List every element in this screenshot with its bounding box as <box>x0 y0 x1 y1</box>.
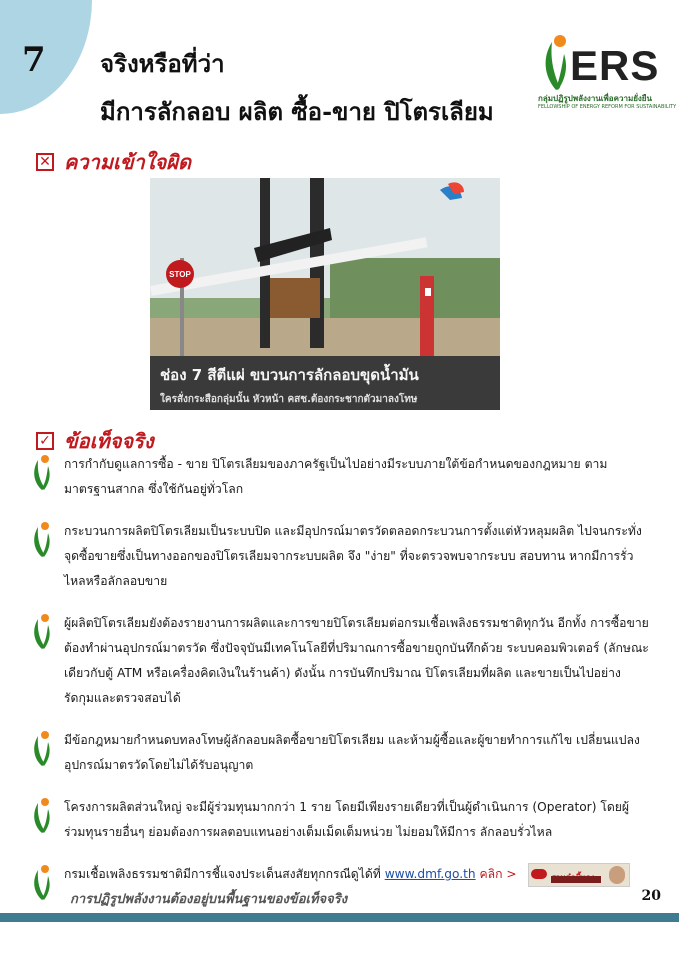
myth-heading-text: ความเข้าใจผิด <box>64 150 191 174</box>
list-item <box>30 728 650 778</box>
stop-sign-label: STOP <box>169 270 191 279</box>
leaf-bullet-icon <box>30 611 54 651</box>
logo-subtitle-eng: FELLOWSHIP OF ENERGY REFORM FOR SUSTAINABILITY <box>538 104 677 110</box>
list-item <box>30 795 650 845</box>
thumbnail-banner <box>551 876 601 883</box>
statement-thumbnail[interactable] <box>528 863 630 887</box>
dmf-link[interactable]: www.dmf.go.th <box>384 867 476 881</box>
page-title-line2: มีการลักลอบ ผลิต ซื้อ-ขาย ปิโตรเลียม <box>100 97 494 126</box>
page-number: 20 <box>641 888 661 904</box>
leaf-logo-icon <box>538 32 572 92</box>
list-item-text <box>60 862 650 887</box>
ers-logo <box>538 32 677 122</box>
fact-list <box>30 452 650 923</box>
leaf-bullet-icon <box>30 519 54 559</box>
cross-box-icon: ✕ <box>36 153 54 171</box>
corner-tab <box>0 0 92 114</box>
page-title-line1: จริงหรือที่ว่า <box>100 49 225 78</box>
photo-caption-line1: ช่อง 7 สีตีแผ่ ขบวนการลักลอบขุดน้ำมัน <box>160 366 419 384</box>
list-item <box>30 452 650 502</box>
news-photo <box>150 178 500 410</box>
leaf-bullet-icon <box>30 862 54 902</box>
click-link[interactable]: คลิก > <box>479 867 517 881</box>
list-item-text: โครงการผลิตส่วนใหญ่ จะมีผู้ร่วมทุนมากกว่า 1 ราย โดยมีเพียงรายเดียวที่เป็นผู้ดำเนินการ (Operator) โดยผู้ร่วมทุนรายอื่นๆ ย่อมต้องการผลตอบแทนอย่างเต็มเม็ดเต็มหน่วย ไม่ยอมให้มีการ ลักลอบรั่วไหล <box>64 800 630 839</box>
logo-text: ERS <box>570 42 660 89</box>
check-box-icon: ✓ <box>36 432 54 450</box>
section-number: 7 <box>22 40 46 80</box>
leaf-bullet-icon <box>30 795 54 835</box>
list-item-text: การกำกับดูแลการซื้อ - ขาย ปิโตรเลียมของภาครัฐเป็นไปอย่างมีระบบภายใต้ข้อกำหนดของกฎหมาย ตามมาตรฐานสากล ซึ่งใช้กันอยู่ทั่วโลก <box>64 457 608 496</box>
list-item-text: กระบวนการผลิตปิโตรเลียมเป็นระบบปิด และมีอุปกรณ์มาตรวัดตลอดกระบวนการตั้งแต่หัวหลุมผลิต ไปจนกระทั่งจุดซื้อขายซึ่งเป็นทางออกของปิโตรเลียมจากระบบผลิต จึง "ง่าย" ที่จะตรวจพบจากระบบ สอบทาน หากมีการรั่วไหลหรือลักลอบขาย <box>64 524 642 588</box>
footer-slogan: การปฏิรูปพลังงานต้องอยู่บนพื้นฐานของข้อเท็จจริง <box>70 892 348 907</box>
list-item-text: มีข้อกฎหมายกำหนดบทลงโทษผู้ลักลอบผลิตซื้อขายปิโตรเลียม และห้ามผู้ซื้อและผู้ขายทำการแก้ไข เปลี่ยนแปลงอุปกรณ์มาตรวัดโดยไม่ได้รับอนุญาต <box>64 733 640 772</box>
myth-heading <box>36 146 191 178</box>
fact-heading-text: ข้อเท็จจริง <box>64 429 154 453</box>
list-item <box>30 519 650 594</box>
last-item-text: กรมเชื้อเพลิงธรรมชาติมีการชี้แจงประเด็นสงสัยทุกกรณีดูได้ที่ <box>64 867 381 881</box>
list-item <box>30 611 650 711</box>
logo-subtitle-thai: กลุ่มปฏิรูปพลังงานเพื่อความยั่งยืน <box>538 94 652 103</box>
footer-bar <box>0 913 679 922</box>
list-item-text: ผู้ผลิตปิโตรเลียมยังต้องรายงานการผลิตและการขายปิโตรเลียมต่อกรมเชื้อเพลิงธรรมชาติทุกวัน อีกทั้ง การซื้อขายต้องทำผ่านอุปกรณ์มาตรวัด ซึ่งปัจจุบันมีเทคโนโลยีที่ปริมาณการซื้อขายถูกบันทึกด้วย ระบบคอมพิวเตอร์ (ลักษณะเดียวกับตู้ ATM หรือเครื่องคิดเงินในร้านค้า) ดังนั้น การบันทึกปริมาณ ปิโตรเลียมที่ผลิต และขายเป็นไปอย่างรัดกุมและตรวจสอบได้ <box>64 616 649 705</box>
person-photo-icon <box>609 866 625 884</box>
hot-badge-icon <box>531 869 547 879</box>
leaf-bullet-icon <box>30 452 54 492</box>
leaf-bullet-icon <box>30 728 54 768</box>
photo-caption-line2: ใครสั่งกระสือกลุ่มนั้น หัวหน้า คสช.ต้องกระชากตัวมาลงโทษ <box>160 394 418 405</box>
